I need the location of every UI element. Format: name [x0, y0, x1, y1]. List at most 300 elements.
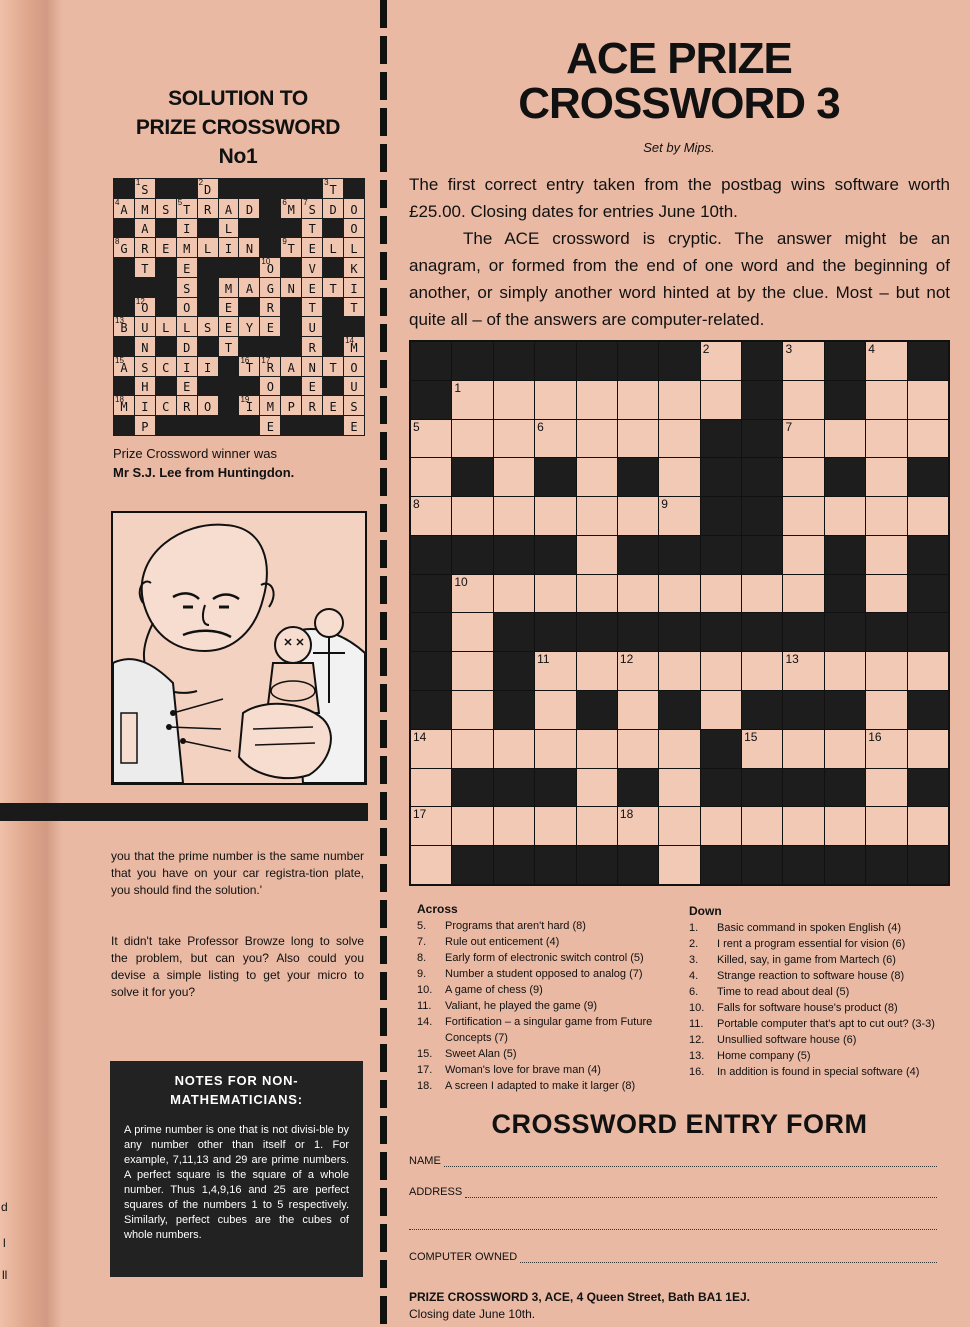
- grid-cell[interactable]: [742, 730, 782, 768]
- solution-clue-number: 19: [240, 395, 250, 405]
- grid-cell[interactable]: [577, 536, 617, 574]
- story-text: you that the prime number is the same number that you have on your car registra-tion plate, you should find the solution.': [111, 849, 364, 897]
- grid-cell[interactable]: [659, 458, 699, 496]
- grid-cell[interactable]: [866, 691, 906, 729]
- grid-cell[interactable]: [783, 420, 823, 458]
- grid-cell[interactable]: [866, 342, 906, 380]
- grid-cell[interactable]: [452, 652, 492, 690]
- grid-cell[interactable]: [411, 769, 451, 807]
- solution-cell: [177, 278, 197, 297]
- clue-number: 15: [744, 729, 758, 744]
- grid-cell[interactable]: [618, 730, 658, 768]
- solution-cell: [323, 238, 343, 257]
- grid-cell[interactable]: [866, 381, 906, 419]
- grid-block: [411, 575, 451, 613]
- solution-cell: [239, 258, 259, 277]
- solution-letter: G: [120, 242, 128, 257]
- grid-cell[interactable]: [452, 497, 492, 535]
- solution-cell: [198, 199, 218, 218]
- solution-letter: E: [329, 400, 337, 415]
- grid-cell[interactable]: [411, 730, 451, 768]
- grid-cell[interactable]: [411, 458, 451, 496]
- solution-cell: [177, 357, 197, 376]
- grid-block: [618, 769, 658, 807]
- grid-block: [866, 846, 906, 884]
- grid-block: [659, 613, 699, 651]
- grid-block: [742, 381, 782, 419]
- solution-cell: [114, 416, 134, 435]
- grid-cell[interactable]: [452, 807, 492, 845]
- grid-cell[interactable]: [659, 420, 699, 458]
- grid-cell[interactable]: [783, 381, 823, 419]
- grid-cell[interactable]: [908, 807, 948, 845]
- grid-block: [866, 613, 906, 651]
- grid-cell[interactable]: [783, 730, 823, 768]
- notes-box: [110, 1061, 363, 1277]
- grid-cell[interactable]: [452, 613, 492, 651]
- solution-cell: [260, 416, 280, 435]
- grid-cell[interactable]: [659, 497, 699, 535]
- solution-letter: V: [308, 261, 316, 276]
- solution-letter: T: [287, 242, 295, 257]
- grid-block: [825, 458, 865, 496]
- grid-block: [494, 769, 534, 807]
- solution-letter: E: [308, 242, 316, 257]
- solution-cell: [177, 317, 197, 336]
- solution-letter: L: [329, 242, 337, 257]
- solution-cell: [219, 258, 239, 277]
- solution-cell: [156, 199, 176, 218]
- grid-cell[interactable]: [783, 652, 823, 690]
- grid-cell[interactable]: [452, 730, 492, 768]
- across-clue: [417, 918, 675, 934]
- solution-cell: [281, 416, 301, 435]
- grid-block: [659, 342, 699, 380]
- intro-text: The first correct entry taken from the postbag wins software worth £25.00. Closing dates for entries June 10th. The ACE crossword is cryptic. The answer might be an anagram, or formed from the end of one word and the beginning of another, or simply another word hinted at by the clue. Most – but not quite all – of the answers are computer-related.: [409, 175, 950, 329]
- grid-cell[interactable]: [494, 730, 534, 768]
- across-clue: [417, 982, 675, 998]
- grid-cell[interactable]: [866, 458, 906, 496]
- solution-letter: O: [266, 380, 274, 395]
- grid-cell[interactable]: [494, 807, 534, 845]
- solution-letter: E: [350, 419, 358, 434]
- grid-cell[interactable]: [618, 652, 658, 690]
- solution-cell: [198, 238, 218, 257]
- grid-cell[interactable]: [535, 497, 575, 535]
- solution-cell: [281, 199, 301, 218]
- grid-block: [742, 691, 782, 729]
- clue-text: Killed, say, in game from Martech (6): [717, 954, 896, 966]
- postal-address: PRIZE CROSSWORD 3, ACE, 4 Queen Street, Bath BA1 1EJ.: [409, 1290, 750, 1304]
- grid-cell[interactable]: [783, 807, 823, 845]
- grid-cell[interactable]: [618, 381, 658, 419]
- solution-letter: S: [183, 281, 191, 296]
- solution-grid: [113, 178, 365, 436]
- solution-cell: [344, 219, 364, 238]
- grid-cell[interactable]: [866, 807, 906, 845]
- grid-cell[interactable]: [783, 458, 823, 496]
- solution-letter: L: [183, 321, 191, 336]
- grid-block: [825, 381, 865, 419]
- grid-cell[interactable]: [701, 652, 741, 690]
- solution-letter: G: [266, 281, 274, 296]
- grid-block: [908, 691, 948, 729]
- solution-letter: E: [308, 281, 316, 296]
- solution-cell: [135, 317, 155, 336]
- grid-cell[interactable]: [577, 497, 617, 535]
- grid-cell[interactable]: [742, 652, 782, 690]
- solution-clue-number: 17: [261, 355, 271, 365]
- name-line[interactable]: [444, 1156, 937, 1167]
- across-clue: [417, 950, 675, 966]
- grid-cell[interactable]: [577, 807, 617, 845]
- grid-block: [535, 342, 575, 380]
- solution-letter: S: [350, 400, 358, 415]
- grid-cell[interactable]: [825, 730, 865, 768]
- solution-cell: [323, 337, 343, 356]
- grid-cell[interactable]: [701, 691, 741, 729]
- grid-cell[interactable]: [825, 807, 865, 845]
- grid-cell[interactable]: [866, 575, 906, 613]
- grid-block: [411, 381, 451, 419]
- grid-cell[interactable]: [701, 807, 741, 845]
- grid-cell[interactable]: [783, 536, 823, 574]
- computer-line[interactable]: [520, 1252, 937, 1263]
- grid-cell[interactable]: [659, 807, 699, 845]
- solution-cell: [198, 278, 218, 297]
- solution-clue-number: 3: [324, 178, 329, 187]
- grid-cell[interactable]: [783, 497, 823, 535]
- solution-letter: I: [141, 400, 149, 415]
- solution-clue-number: 5: [177, 197, 183, 207]
- solution-cell: [281, 357, 301, 376]
- notes-title: NOTES FOR NON-MATHEMATICIANS:: [170, 1073, 303, 1107]
- address-line-2[interactable]: [409, 1219, 937, 1230]
- address-line[interactable]: [465, 1187, 937, 1198]
- grid-cell[interactable]: [825, 497, 865, 535]
- grid-cell[interactable]: [411, 497, 451, 535]
- grid-cell[interactable]: [866, 769, 906, 807]
- grid-cell[interactable]: [452, 575, 492, 613]
- solution-clue-number: 12: [135, 296, 145, 306]
- grid-block: [908, 575, 948, 613]
- grid-cell[interactable]: [866, 497, 906, 535]
- solution-letter: O: [350, 202, 358, 217]
- solution-cell: [198, 396, 218, 415]
- edge-mark: ll: [2, 1268, 8, 1282]
- solution-clue-number: 1: [135, 178, 141, 187]
- grid-cell[interactable]: [866, 652, 906, 690]
- grid-cell[interactable]: [618, 691, 658, 729]
- solution-cell: [239, 416, 259, 435]
- grid-cell[interactable]: [866, 730, 906, 768]
- down-clue: [689, 1048, 939, 1064]
- solution-cell: [114, 199, 134, 218]
- grid-cell[interactable]: [577, 458, 617, 496]
- grid-cell[interactable]: [866, 420, 906, 458]
- solution-clue-number: 4: [115, 197, 120, 207]
- clue-num: 7.: [417, 936, 427, 948]
- solution-cell: [198, 258, 218, 277]
- solution-cell: [219, 337, 239, 356]
- solution-cell: [302, 337, 322, 356]
- grid-cell[interactable]: [535, 652, 575, 690]
- solution-letter: O: [204, 400, 212, 415]
- grid-block: [452, 458, 492, 496]
- solution-cell: [260, 317, 280, 336]
- solution-cell: [260, 396, 280, 415]
- down-clue: [689, 968, 939, 984]
- solution-clue-number: 14: [345, 336, 354, 346]
- solution-letter: T: [141, 261, 149, 276]
- grid-cell[interactable]: [825, 420, 865, 458]
- grid-cell[interactable]: [659, 769, 699, 807]
- solution-cell: [156, 219, 176, 238]
- grid-cell[interactable]: [659, 575, 699, 613]
- solution-cell: [156, 238, 176, 257]
- clue-number: 12: [619, 652, 634, 667]
- solution-cell: [177, 238, 197, 257]
- solution-cell: [302, 396, 322, 415]
- solution-cell: [177, 219, 197, 238]
- grid-cell[interactable]: [618, 807, 658, 845]
- clue-num: 14.: [417, 1016, 433, 1028]
- clue-text: I rent a program essential for vision (6): [717, 938, 906, 950]
- solution-letter: T: [329, 281, 337, 296]
- solution-letter: N: [287, 281, 295, 296]
- grid-cell[interactable]: [494, 575, 534, 613]
- grid-cell[interactable]: [452, 420, 492, 458]
- clue-num: 6.: [689, 986, 699, 998]
- grid-block: [701, 420, 741, 458]
- grid-block: [701, 613, 741, 651]
- grid-cell[interactable]: [618, 575, 658, 613]
- solution-cell: [239, 199, 259, 218]
- solution-letter: O: [266, 261, 274, 276]
- grid-cell[interactable]: [742, 807, 782, 845]
- solution-cell: [344, 298, 364, 317]
- grid-cell[interactable]: [535, 691, 575, 729]
- grid-cell[interactable]: [577, 381, 617, 419]
- grid-cell[interactable]: [411, 807, 451, 845]
- grid-cell[interactable]: [701, 342, 741, 380]
- address-field-2[interactable]: [409, 1219, 937, 1230]
- across-clue: [417, 998, 675, 1014]
- grid-block: [659, 691, 699, 729]
- solution-letter: M: [120, 400, 128, 415]
- computer-field[interactable]: [409, 1251, 937, 1263]
- grid-cell[interactable]: [908, 730, 948, 768]
- grid-cell[interactable]: [411, 420, 451, 458]
- solution-cell: [156, 357, 176, 376]
- solution-cell: [302, 179, 322, 198]
- solution-cell: [219, 357, 239, 376]
- solution-cell: [114, 238, 134, 257]
- solution-letter: R: [266, 301, 274, 316]
- solution-cell: [177, 298, 197, 317]
- grid-cell[interactable]: [535, 381, 575, 419]
- grid-cell[interactable]: [659, 381, 699, 419]
- across-clue: [417, 1062, 675, 1078]
- grid-cell[interactable]: [494, 381, 534, 419]
- grid-block: [452, 769, 492, 807]
- solution-cell: [323, 317, 343, 336]
- solution-letter: O: [350, 360, 358, 375]
- clue-text: Time to read about deal (5): [717, 986, 850, 998]
- grid-cell[interactable]: [866, 536, 906, 574]
- grid-cell[interactable]: [535, 730, 575, 768]
- clue-num: 11.: [417, 1000, 432, 1012]
- clue-text: Number a student opposed to analog (7): [445, 968, 643, 980]
- grid-block: [535, 846, 575, 884]
- solution-cell: [302, 238, 322, 257]
- grid-cell[interactable]: [535, 575, 575, 613]
- grid-cell[interactable]: [577, 652, 617, 690]
- solution-letter: H: [141, 380, 149, 395]
- clue-text: Programs that aren't hard (8): [445, 920, 586, 932]
- solution-letter: E: [266, 419, 274, 434]
- solution-cell: [198, 337, 218, 356]
- solution-letter: M: [350, 340, 358, 355]
- grid-block: [618, 613, 658, 651]
- across-clue: [417, 934, 675, 950]
- grid-block: [494, 652, 534, 690]
- grid-block: [411, 342, 451, 380]
- grid-cell[interactable]: [659, 730, 699, 768]
- grid-block: [908, 846, 948, 884]
- solution-cell: [219, 219, 239, 238]
- grid-block: [701, 730, 741, 768]
- grid-cell[interactable]: [618, 497, 658, 535]
- solution-cell: [260, 238, 280, 257]
- address-field[interactable]: [409, 1186, 937, 1198]
- grid-cell[interactable]: [908, 420, 948, 458]
- grid-cell[interactable]: [618, 420, 658, 458]
- across-clue: [417, 1014, 675, 1046]
- down-clues: [689, 920, 939, 1080]
- solution-cell: [135, 219, 155, 238]
- grid-block: [825, 342, 865, 380]
- grid-cell[interactable]: [535, 807, 575, 845]
- grid-block: [618, 458, 658, 496]
- grid-cell[interactable]: [577, 575, 617, 613]
- grid-cell[interactable]: [659, 846, 699, 884]
- solution-cell: [114, 278, 134, 297]
- solution-cell: [219, 278, 239, 297]
- grid-cell[interactable]: [908, 497, 948, 535]
- solution-cell: [302, 278, 322, 297]
- grid-cell[interactable]: [411, 846, 451, 884]
- grid-cell[interactable]: [701, 381, 741, 419]
- clue-num: 10.: [417, 984, 433, 996]
- grid-cell[interactable]: [494, 458, 534, 496]
- solution-cell: [239, 278, 259, 297]
- solution-cell: [281, 377, 301, 396]
- grid-cell[interactable]: [783, 342, 823, 380]
- grid-block: [908, 613, 948, 651]
- solution-letter: E: [224, 321, 233, 336]
- grid-cell[interactable]: [577, 769, 617, 807]
- grid-cell[interactable]: [825, 652, 865, 690]
- solution-clue-number: 8: [115, 237, 120, 247]
- down-clue: [689, 936, 939, 952]
- solution-cell: [344, 179, 364, 198]
- clue-text: Sweet Alan (5): [445, 1048, 517, 1060]
- solution-letter: S: [141, 360, 149, 375]
- grid-cell[interactable]: [783, 575, 823, 613]
- solution-cell: [344, 199, 364, 218]
- grid-cell[interactable]: [577, 730, 617, 768]
- solution-clue-number: 13: [115, 316, 124, 326]
- grid-cell[interactable]: [535, 420, 575, 458]
- down-clue: [689, 952, 939, 968]
- solution-cell: [302, 416, 322, 435]
- solution-cell: [344, 258, 364, 277]
- grid-block: [701, 769, 741, 807]
- solution-cell: [344, 357, 364, 376]
- grid-cell[interactable]: [452, 381, 492, 419]
- grid-block: [742, 458, 782, 496]
- clue-num: 12.: [689, 1034, 705, 1046]
- solution-cell: [198, 377, 218, 396]
- solution-cell: [198, 317, 218, 336]
- solution-cell: [219, 238, 239, 257]
- grid-block: [701, 458, 741, 496]
- clue-text: Portable computer that's apt to cut out? (3-3): [717, 1018, 935, 1030]
- solution-cell: [135, 357, 155, 376]
- clue-num: 17.: [417, 1064, 433, 1076]
- solution-letter: A: [245, 281, 254, 296]
- grid-block: [783, 846, 823, 884]
- column-divider: [380, 0, 387, 1327]
- solution-cell: [219, 377, 239, 396]
- grid-cell[interactable]: [908, 652, 948, 690]
- clue-number: 9: [661, 497, 668, 512]
- grid-cell[interactable]: [659, 652, 699, 690]
- solution-cell: [219, 199, 239, 218]
- grid-block: [742, 342, 782, 380]
- grid-block: [535, 769, 575, 807]
- grid-cell[interactable]: [908, 381, 948, 419]
- solution-letter: E: [308, 380, 316, 395]
- solution-letter: T: [308, 301, 316, 316]
- grid-cell[interactable]: [701, 575, 741, 613]
- grid-cell[interactable]: [494, 420, 534, 458]
- solution-cell: [219, 298, 239, 317]
- solution-cell: [281, 219, 301, 238]
- grid-block: [577, 846, 617, 884]
- grid-cell[interactable]: [494, 497, 534, 535]
- solution-cell: [177, 179, 197, 198]
- solution-letter: I: [350, 281, 358, 296]
- name-field[interactable]: [409, 1155, 937, 1167]
- solution-letter: P: [141, 419, 149, 434]
- grid-block: [701, 497, 741, 535]
- grid-block: [494, 613, 534, 651]
- solution-letter: I: [245, 400, 254, 415]
- grid-cell[interactable]: [742, 575, 782, 613]
- down-clue: [689, 1000, 939, 1016]
- grid-block: [825, 575, 865, 613]
- solution-cell: [323, 199, 343, 218]
- grid-block: [577, 342, 617, 380]
- grid-cell[interactable]: [577, 420, 617, 458]
- solution-cell: [323, 278, 343, 297]
- solution-cell: [198, 179, 218, 198]
- clue-text: Basic command in spoken English (4): [717, 922, 902, 934]
- grid-cell[interactable]: [452, 691, 492, 729]
- solution-cell: [135, 377, 155, 396]
